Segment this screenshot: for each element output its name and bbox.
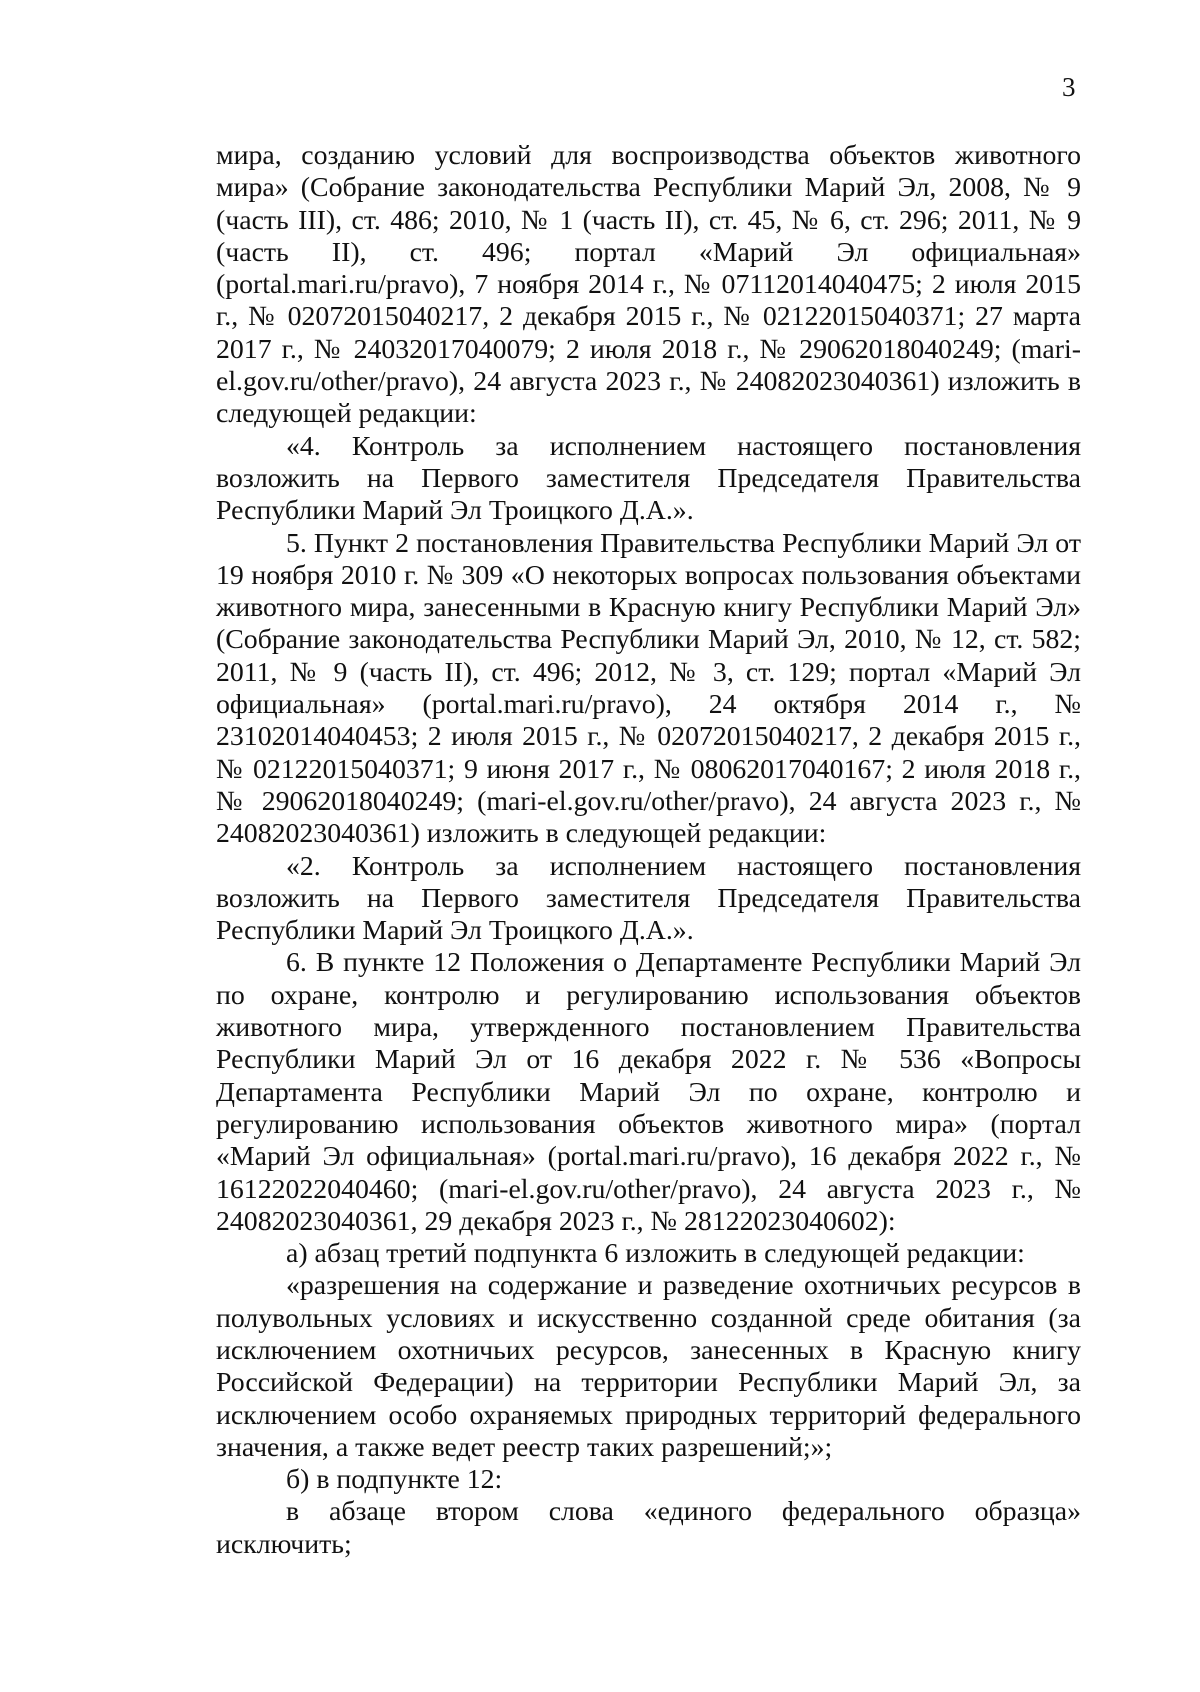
document-body bbox=[216, 140, 1081, 1561]
page-number: 3 bbox=[1062, 72, 1076, 102]
paragraph-subpoint-b-clause: в абзаце втором слова «единого федерального образца» исключить; bbox=[216, 1496, 1081, 1560]
paragraph-subpoint-b: б) в подпункте 12: bbox=[286, 1464, 503, 1496]
paragraph-continuation: мира, созданию условий для воспроизводства объектов животного мира» (Собрание законодательства Республики Марий Эл, 2008, № 9 (часть III), ст. 486; 2010, № 1 (часть II), ст. 45, № 6, ст. 296; 2011, № 9 (часть II), ст. 496; портал «Марий Эл официальная» (portal.mari.ru/pravo), 7 ноября 2014 г., № 07112014040475; 2 июля 2015 г., № 02072015040217, 2 декабря 2015 г., № 02122015040371; 27 марта 2017 г., № 24032017040079; 2 июля 2018 г., № 29062018040249; (mari-el.gov.ru/other/pravo), 24 августа 2023 г., № 24082023040361) изложить в следующей редакции: bbox=[216, 140, 1081, 430]
paragraph-item-2-text: «2. Контроль за исполнением настоящего постановления возложить на Первого заместителя Председателя Правительства Республики Марий Эл Троицкого Д.А.». bbox=[216, 850, 1081, 947]
paragraph-point-6: 6. В пункте 12 Положения о Департаменте Республики Марий Эл по охране, контролю и регулированию использования объектов животного мира, утвержденного постановлением Правительства Республики Марий Эл от 16 декабря 2022 г. № 536 «Вопросы Департамента Республики Марий Эл по охране, контролю и регулированию использования объектов животного мира» (портал «Марий Эл официальная» (portal.mari.ru/pravo), 16 декабря 2022 г., № 16122022040460; (mari-el.gov.ru/other/pravo), 24 августа 2023 г., № 24082023040361, 29 декабря 2023 г., № 28122023040602): bbox=[216, 947, 1081, 1237]
paragraph-subpoint-a: а) абзац третий подпункта 6 изложить в следующей редакции: bbox=[286, 1238, 1025, 1270]
paragraph-subpoint-a-text: «разрешения на содержание и разведение охотничьих ресурсов в полувольных условиях и искусственно созданной среде обитания (за исключением охотничьих ресурсов, занесенных в Красную книгу Российской Федерации) на территории Республики Марий Эл, за исключением особо охраняемых природных территорий федерального значения, а также ведет реестр таких разрешений;»; bbox=[216, 1270, 1081, 1463]
paragraph-item-4-text: «4. Контроль за исполнением настоящего постановления возложить на Первого заместителя Председателя Правительства Республики Марий Эл Троицкого Д.А.». bbox=[216, 430, 1081, 527]
paragraph-point-5: 5. Пункт 2 постановления Правительства Республики Марий Эл от 19 ноября 2010 г. № 309 «О некоторых вопросах пользования объектами животного мира, занесенными в Красную книгу Республики Марий Эл» (Собрание законодательства Республики Марий Эл, 2010, № 12, ст. 582; 2011, № 9 (часть II), ст. 496; 2012, № 3, ст. 129; портал «Марий Эл официальная» (portal.mari.ru/pravo), 24 октября 2014 г., № 23102014040453; 2 июля 2015 г., № 02072015040217, 2 декабря 2015 г., № 02122015040371; 9 июня 2017 г., № 08062017040167; 2 июля 2018 г., № 29062018040249; (mari-el.gov.ru/other/pravo), 24 августа 2023 г., № 24082023040361) изложить в следующей редакции: bbox=[216, 527, 1081, 850]
